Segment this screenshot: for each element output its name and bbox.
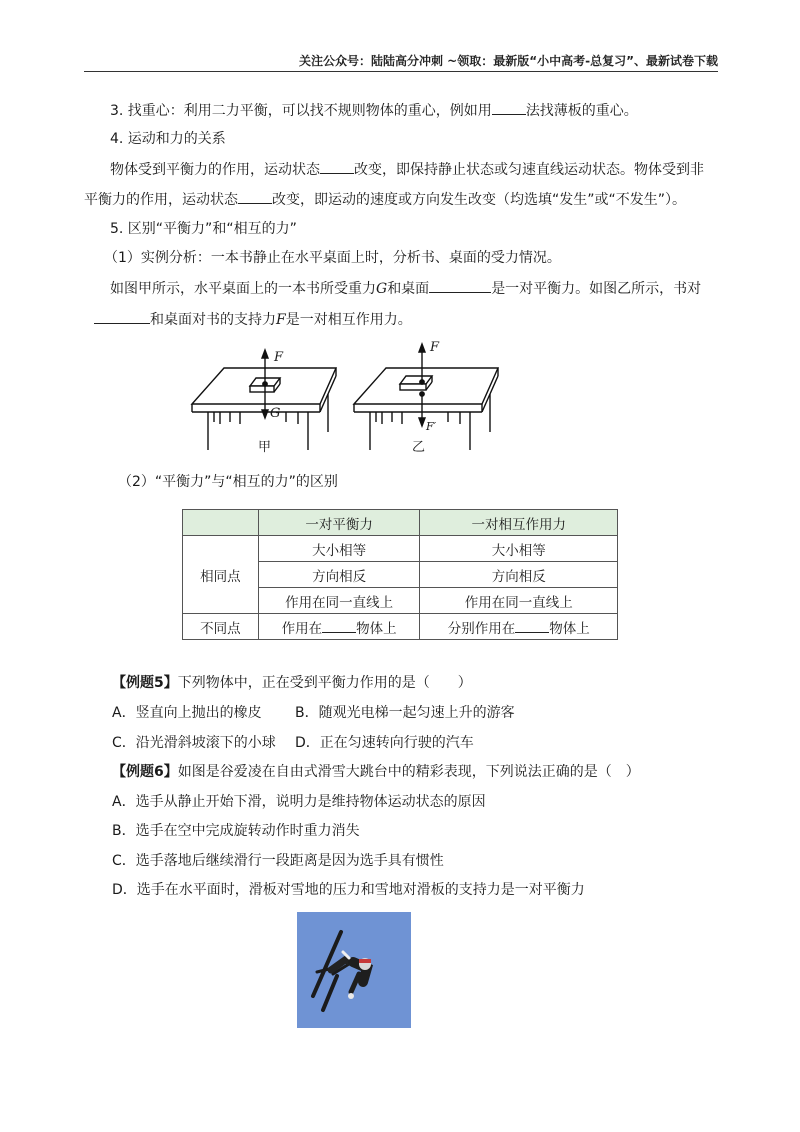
section-3-line [110,100,638,121]
force-label-f: F [430,340,440,355]
section-5-para-line2 [94,309,412,330]
table-row [183,614,618,640]
fill-blank [492,100,526,115]
section-4-title: 4. 运动和力的关系 [110,131,226,147]
table-cell: 方向相反 [420,562,618,588]
section-4-para-line1 [110,159,704,180]
section-5-text: 如图甲所示，水平桌面上的一本书所受重力 [110,281,376,297]
table-header-cell [183,510,259,536]
page-header: 关注公众号：陆陆高分冲刺 ~领取：最新版“小中高考-总复习”、最新试卷下载 [299,54,718,68]
example-5-option-b: B．随观光电梯一起匀速上升的游客 [295,705,515,721]
example-5-question [112,673,472,693]
example-5-tag: 【例题5】 [112,675,178,691]
section-5-text: 和桌面 [387,281,430,297]
same-points-label: 相同点 [183,536,259,614]
section-5-para-line1 [110,278,701,299]
table-cell: 作用在同一直线上 [420,588,618,614]
fill-blank [515,620,549,633]
example-6-stem: 如图是谷爱凌在自由式滑雪大跳台中的精彩表现，下列说法正确的是（ ） [177,764,640,780]
example-5-option-a: A．竖直向上抛出的橡皮 [112,705,262,721]
section-5-sub2: （2）“平衡力”与“相互的力”的区别 [118,474,338,490]
fill-blank [320,159,354,174]
figure-label-yi: 乙 [412,440,426,455]
fill-blank [322,620,356,633]
section-4-text: 物体受到平衡力的作用，运动状态 [110,162,320,178]
fill-blank [429,278,491,293]
fill-blank [238,189,272,204]
fill-blank [94,309,150,324]
force-label-f: F [274,350,284,365]
example-5-stem: 下列物体中，正在受到平衡力作用的是（ ） [177,675,472,691]
cell-text: 作用在 [281,620,323,637]
cell-text: 物体上 [356,620,397,637]
comparison-table [182,509,618,640]
example-5-option-c: C．沿光滑斜坡滚下的小球 [112,735,276,751]
force-label-f-prime: F′ [426,420,437,433]
skier-illustration [297,912,411,1028]
section-5-text: 是一对相互作用力。 [285,312,412,328]
force-diagram-figure [190,340,500,452]
section-4-text: 改变，即保持静止状态或匀速直线运动状态。物体受到非 [354,162,704,178]
table-book-diagram [190,340,500,452]
symbol-g: G [376,281,388,297]
section-4-para-line2 [84,189,686,210]
section-3-text-a: 3. 找重心：利用二力平衡，可以找不规则物体的重心，例如用 [110,103,492,119]
section-3-text-b: 法找薄板的重心。 [525,103,638,119]
example-5-option-d: D．正在匀速转向行驶的汽车 [295,735,474,751]
example-6-question [112,762,640,782]
table-header-cell: 一对平衡力 [258,510,420,536]
section-5-sub1: （1）实例分析：一本书静止在水平桌面上时，分析书、桌面的受力情况。 [104,250,561,266]
section-4-text: 改变，即运动的速度或方向发生改变（均选填“发生”或“不发生”）。 [272,192,687,208]
table-cell [420,614,618,640]
table-row [183,536,618,562]
table-cell: 大小相等 [258,536,420,562]
table-header-row [183,510,618,536]
header-divider [84,71,718,72]
example-6-option-a: A．选手从静止开始下滑，说明力是维持物体运动状态的原因 [112,794,486,810]
figure-label-jia: 甲 [258,440,272,455]
example-6-option-d: D．选手在水平面时，滑板对雪地的压力和雪地对滑板的支持力是一对平衡力 [112,882,585,898]
table-cell: 方向相反 [258,562,420,588]
table-header-cell: 一对相互作用力 [420,510,618,536]
diff-points-label: 不同点 [183,614,259,640]
cell-text: 分别作用在 [447,620,516,637]
example-6-option-c: C．选手落地后继续滑行一段距离是因为选手具有惯性 [112,853,444,869]
force-label-g: G [270,406,281,421]
table-cell: 大小相等 [420,536,618,562]
symbol-f: F [276,312,286,328]
example-6-option-b: B．选手在空中完成旋转动作时重力消失 [112,823,360,839]
cell-text: 物体上 [549,620,590,637]
section-5-text: 和桌面对书的支持力 [150,312,276,328]
section-4-text: 平衡力的作用，运动状态 [84,192,238,208]
example-6-tag: 【例题6】 [112,764,178,780]
skier-photo [297,912,411,1028]
section-5-text: 是一对平衡力。如图乙所示，书对 [491,281,702,297]
section-5-title: 5. 区别“平衡力”和“相互的力” [110,221,297,237]
table-cell: 作用在同一直线上 [258,588,420,614]
table-cell [258,614,420,640]
